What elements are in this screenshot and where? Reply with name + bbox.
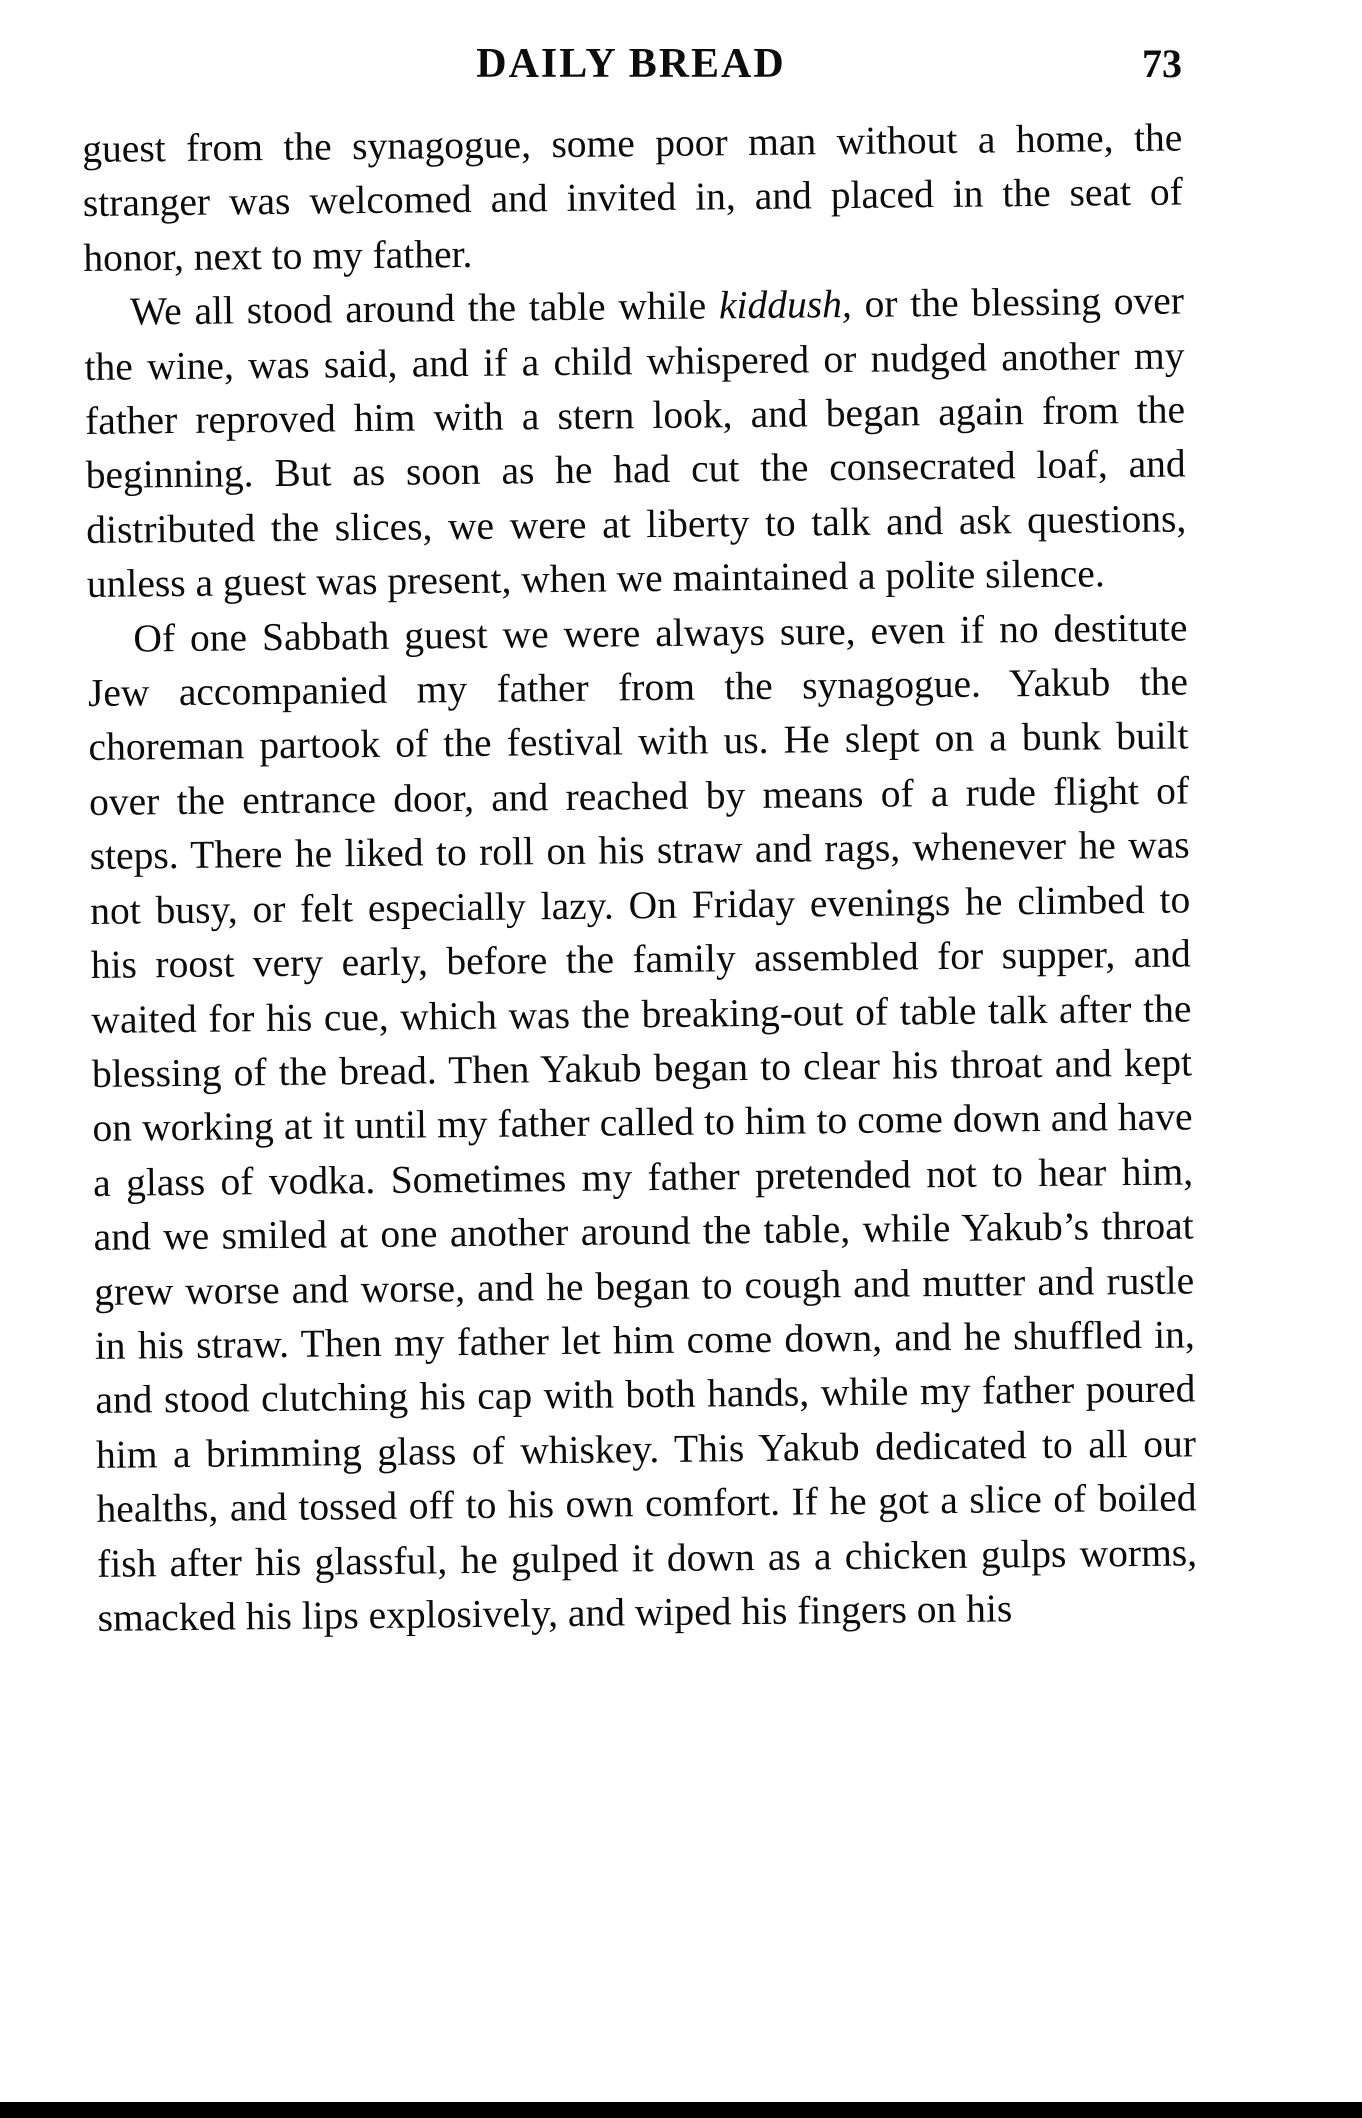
bottom-edge-rule: [0, 2102, 1362, 2118]
page-number: 73: [1142, 41, 1182, 86]
paragraph-kiddush-text-1: We all stood around the table while: [129, 283, 720, 334]
italic-term-kiddush: kiddush,: [718, 282, 852, 328]
paragraph-kiddush-text-2: or the blessing over the wine, was said, and if a child whispered or nudged another my father reproved him with a stern look, and began again from the beginning. But as soon as he had cut the consecrated loaf, and distributed the slices, we were at liberty to talk and ask questions, unless a guest was present, when we maintained a polite silence.: [84, 278, 1187, 607]
body-text: [82, 110, 1198, 1645]
running-title: DAILY BREAD: [476, 41, 786, 87]
paragraph-continued: guest from the synagogue, some poor man without a home, the stranger was welcomed and invited in, and placed in the seat of honor, next to my father.: [82, 115, 1184, 280]
paragraph-yakub: Of one Sabbath guest we were always sure, even if no destitute Jew accompanied my father from the synagogue. Yakub the choreman partook of the festival with us. He slept on a bunk built over the entrance door, and reached by means of a rude flight of steps. There he liked to roll on his straw and rags, whenever he was not busy, or felt especially lazy. On Friday evenings he climbed to his roost very early, before the family assembled for supper, and waited for his cue, which was the breaking-out of table talk after the blessing of the bread. Then Yakub began to clear his throat and kept on working at it until my father called to him to come down and have a glass of vodka. Sometimes my father pretended not to hear him, and we smiled at one another around the table, while Yakub’s throat grew worse and worse, and he began to cough and mutter and rustle in his straw. Then my father let him come down, and he shuffled in, and stood clutching his cap with both hands, while my father poured him a brimming glass of whiskey. This Yakub dedicated to all our healths, and tossed off to his own comfort. If he got a slice of boiled fish after his glassful, he gulped it down as a chicken gulps worms, smacked his lips explosively, and wiped his fingers on his: [87, 605, 1198, 1640]
paragraph-kiddush: [84, 274, 1187, 612]
running-head: [80, 40, 1182, 100]
